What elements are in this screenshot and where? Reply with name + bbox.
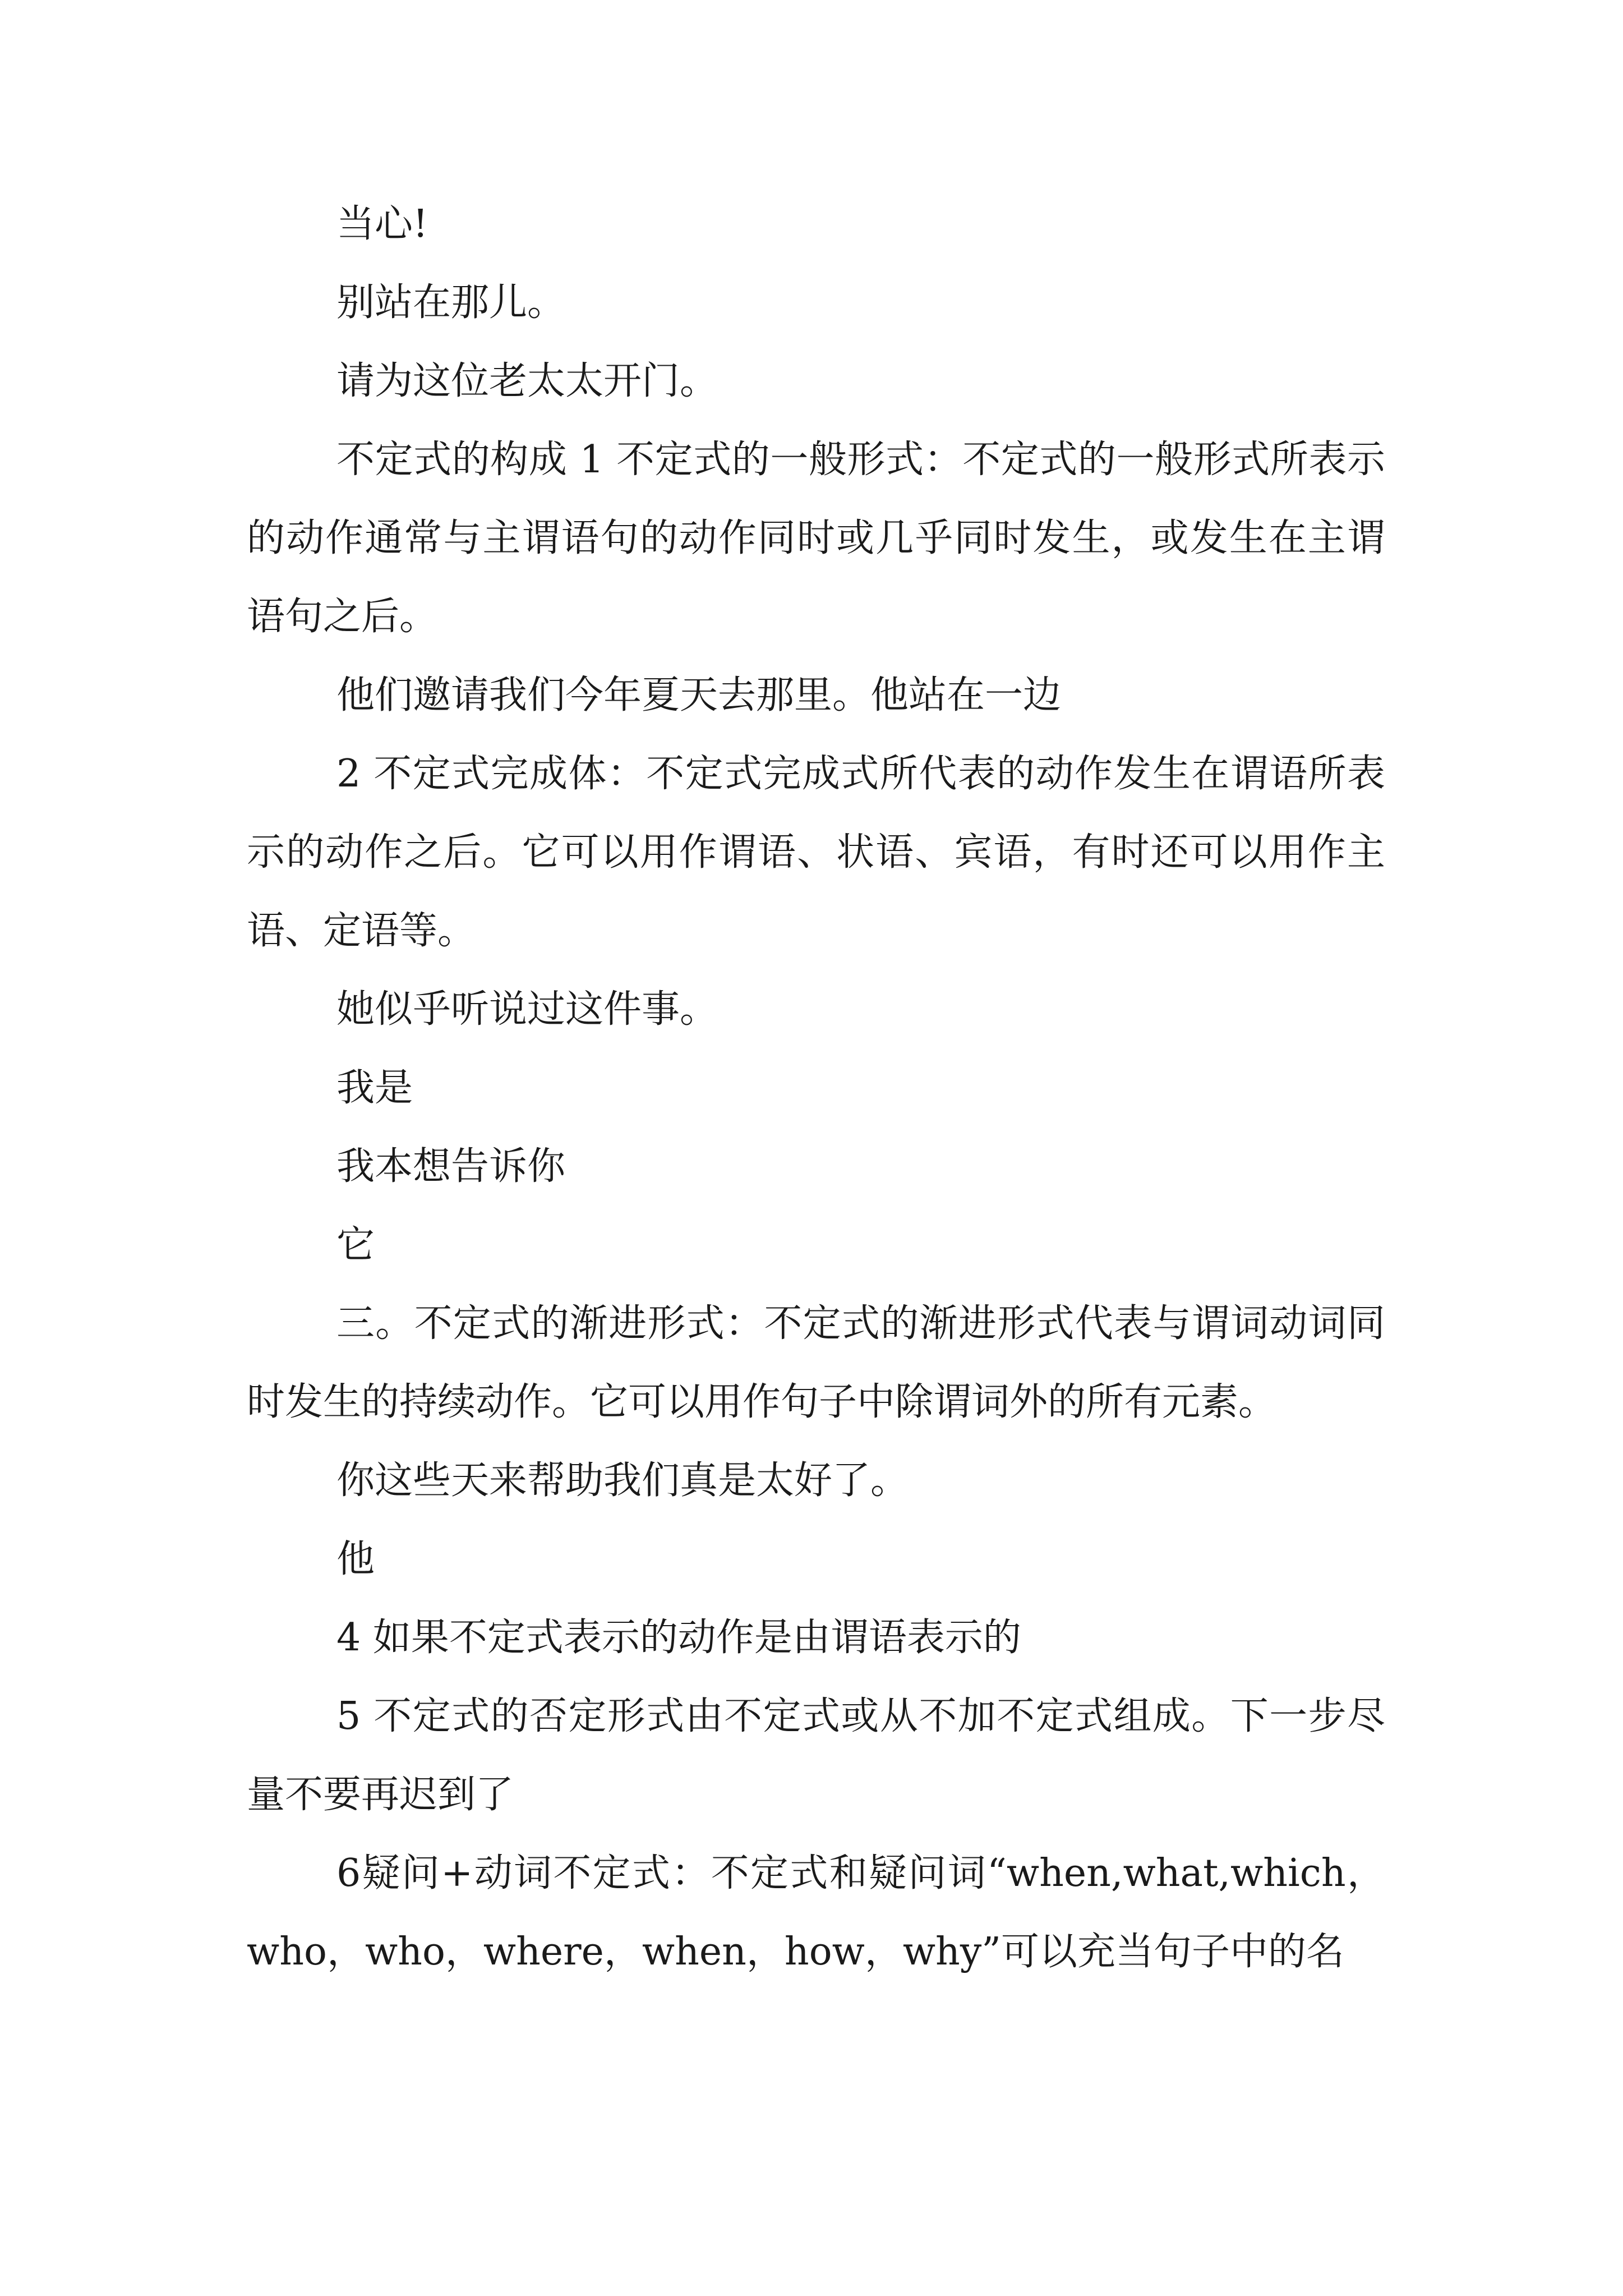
paragraph: 你这些天来帮助我们真是太好了。 <box>336 1458 909 1503</box>
document-body <box>247 185 1385 1991</box>
paragraph: 它 <box>336 1223 375 1267</box>
paragraph: 我是 <box>336 1066 413 1110</box>
paragraph: 不定式的构成 1 不定式的一般形式：不定式的一般形式所表示的动作通常与主谓语句的动作同时或几乎同时发生，或发生在主谓语句之后。 <box>247 438 1385 639</box>
paragraph: 请为这位老太太开门。 <box>336 359 718 403</box>
paragraph: 他 <box>336 1537 375 1581</box>
paragraph: 6疑问+动词不定式：不定式和疑问词“when,what,which，who，who，where，when，how，why”可以充当句子中的名 <box>247 1851 1385 1974</box>
paragraph: 5 不定式的否定形式由不定式或从不加不定式组成。下一步尽量不要再迟到了 <box>247 1694 1385 1817</box>
paragraph: 4 如果不定式表示的动作是由谓语表示的 <box>336 1616 1021 1660</box>
paragraph: 别站在那儿。 <box>336 280 566 325</box>
paragraph: 三。不定式的渐进形式：不定式的渐进形式代表与谓词动词同时发生的持续动作。它可以用作句子中除谓词外的所有元素。 <box>247 1301 1385 1424</box>
paragraph: 我本想告诉你 <box>336 1144 566 1189</box>
paragraph: 他们邀请我们今年夏天去那里。他站在一边 <box>336 673 1062 717</box>
paragraph: 她似乎听说过这件事。 <box>336 987 718 1032</box>
paragraph: 当心! <box>336 202 428 246</box>
paragraph: 2 不定式完成体：不定式完成式所代表的动作发生在谓语所表示的动作之后。它可以用作谓语、状语、宾语，有时还可以用作主语、定语等。 <box>247 752 1385 953</box>
